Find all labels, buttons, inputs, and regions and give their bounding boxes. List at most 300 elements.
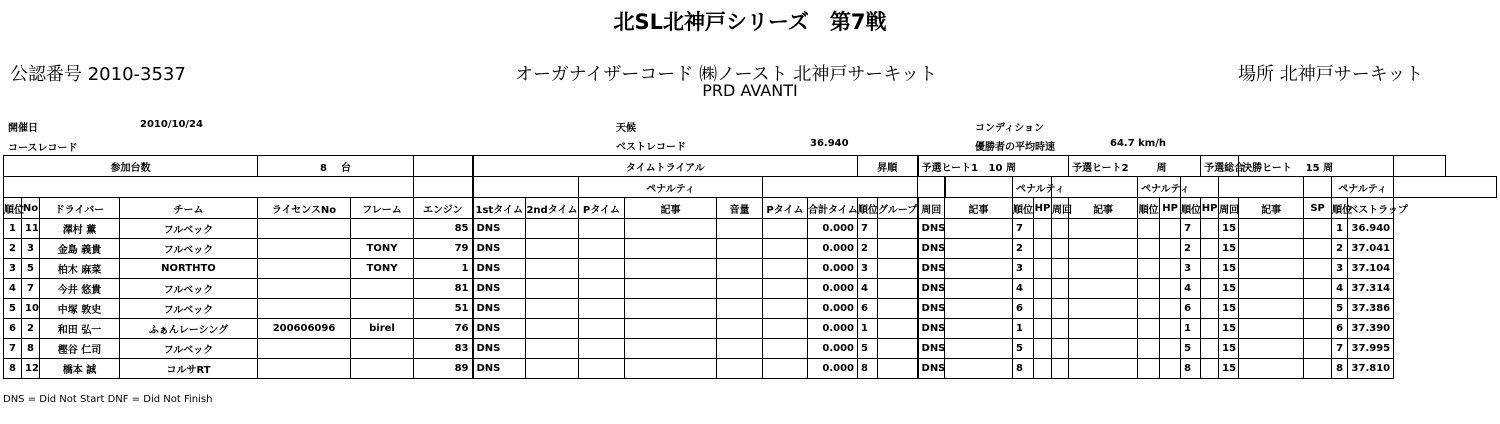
cell-first: DNS [473, 219, 526, 239]
cell-empty [878, 279, 918, 299]
cell-h1_laps: DNS [918, 219, 945, 239]
cell-empty [1201, 219, 1219, 239]
cell-empty [579, 299, 625, 319]
cell-empty [945, 259, 1013, 279]
cell-empty [763, 359, 808, 379]
cell-best: 36.940 [1348, 219, 1394, 239]
cell-h1_rank: 7 [1013, 219, 1034, 239]
cell-best: 37.810 [1348, 359, 1394, 379]
table-row [4, 339, 1497, 359]
cell-empty [1201, 359, 1219, 379]
cell-empty [763, 319, 808, 339]
cell-best: 37.386 [1348, 299, 1394, 319]
weather-label: 天候 [616, 123, 636, 134]
cell-f_rank: 3 [1332, 259, 1348, 279]
cell-driver: 金島 義貴 [40, 239, 120, 259]
cell-empty [579, 219, 625, 239]
column-header: 順位 [1181, 198, 1201, 219]
cell-tt_rank: 8 [858, 359, 878, 379]
cell-tt_rank: 5 [858, 339, 878, 359]
cell-qt_rank: 6 [1181, 299, 1201, 319]
cell-pos: 1 [4, 219, 22, 239]
table-row [4, 279, 1497, 299]
cell-f_rank: 4 [1332, 279, 1348, 299]
cell-total: 0.000 [808, 239, 858, 259]
cell-f_rank: 1 [1332, 219, 1348, 239]
cell-driver: 和田 弘一 [40, 319, 120, 339]
cell-empty [1138, 259, 1160, 279]
cell-empty [1069, 239, 1138, 259]
column-header: 記事 [1069, 198, 1138, 219]
cell-empty [945, 219, 1013, 239]
cell-pos: 3 [4, 259, 22, 279]
cell-empty [1138, 219, 1160, 239]
cell-empty [579, 279, 625, 299]
cell-empty [717, 359, 763, 379]
cell-no: 2 [22, 319, 40, 339]
cell-qt_rank: 5 [1181, 339, 1201, 359]
organizer-subtitle: PRD AVANTI [702, 81, 798, 100]
cell-license [258, 339, 351, 359]
cell-f_laps: 15 [1219, 279, 1239, 299]
cell-license [258, 259, 351, 279]
cell-total: 0.000 [808, 219, 858, 239]
cell-pos: 8 [4, 359, 22, 379]
cell-total: 0.000 [808, 319, 858, 339]
cell-f_laps: 15 [1219, 339, 1239, 359]
cell-total: 0.000 [808, 359, 858, 379]
cell-empty [1052, 339, 1069, 359]
cell-no: 3 [22, 239, 40, 259]
cell-empty [945, 239, 1013, 259]
cell-empty [1034, 319, 1052, 339]
cell-empty [878, 339, 918, 359]
venue: 場所 北神戸サーキット [1238, 64, 1424, 85]
cell-team: フルベック [120, 239, 258, 259]
column-header: グループ [878, 198, 918, 219]
results-body [4, 219, 1497, 379]
column-header: 順位 [1138, 198, 1160, 219]
cell-frame: TONY [351, 239, 414, 259]
cell-h1_laps: DNS [918, 319, 945, 339]
permit-number: 公認番号 2010-3537 [10, 64, 186, 85]
cell-f_rank: 7 [1332, 339, 1348, 359]
cell-f_laps: 15 [1219, 319, 1239, 339]
cell-qt_rank: 1 [1181, 319, 1201, 339]
cell-empty [1069, 299, 1138, 319]
cell-best: 37.104 [1348, 259, 1394, 279]
cell-empty [1052, 219, 1069, 239]
cell-team: コルサRT [120, 359, 258, 379]
cell-empty [1239, 219, 1304, 239]
date-value: 2010/10/24 [140, 119, 203, 130]
cell-h1_laps: DNS [918, 359, 945, 379]
cell-f_rank: 5 [1332, 299, 1348, 319]
column-header: 周回 [918, 198, 945, 219]
cell-empty [1304, 299, 1332, 319]
cell-empty [1069, 279, 1138, 299]
cell-empty [526, 259, 579, 279]
cell-empty [625, 339, 717, 359]
cell-empty [1239, 259, 1304, 279]
cell-pos: 4 [4, 279, 22, 299]
cell-empty [1069, 259, 1138, 279]
cell-empty [1239, 279, 1304, 299]
column-header-row [4, 198, 1497, 219]
cell-first: DNS [473, 319, 526, 339]
organizer-code: オーガナイザーコード ㈱ノースト 北神戸サーキット [515, 64, 938, 85]
condition-label: コンディション [975, 123, 1044, 134]
cell-no: 8 [22, 339, 40, 359]
cell-team: フルベック [120, 279, 258, 299]
cell-empty [1138, 319, 1160, 339]
cell-empty [763, 219, 808, 239]
cell-empty [625, 299, 717, 319]
cell-h1_laps: DNS [918, 239, 945, 259]
cell-empty [717, 239, 763, 259]
cell-f_laps: 15 [1219, 299, 1239, 319]
cell-empty [1304, 259, 1332, 279]
cell-license: 200606096 [258, 319, 351, 339]
final-header: 決勝ヒート 15 周 [1239, 156, 1394, 177]
cell-pos: 6 [4, 319, 22, 339]
column-header: 1stタイム [473, 198, 526, 219]
cell-team: フルベック [120, 339, 258, 359]
cell-driver: 樫谷 仁司 [40, 339, 120, 359]
cell-qt_rank: 3 [1181, 259, 1201, 279]
column-header: チーム [120, 198, 258, 219]
cell-h1_rank: 5 [1013, 339, 1034, 359]
header-row-1 [4, 156, 1497, 177]
cell-empty [526, 319, 579, 339]
cell-total: 0.000 [808, 299, 858, 319]
cell-frame: TONY [351, 259, 414, 279]
cell-first: DNS [473, 299, 526, 319]
cell-frame [351, 359, 414, 379]
cell-empty [763, 239, 808, 259]
cell-license [258, 219, 351, 239]
cell-empty [1304, 219, 1332, 239]
cell-first: DNS [473, 339, 526, 359]
cell-tt_rank: 4 [858, 279, 878, 299]
column-header: Pタイム [763, 198, 808, 219]
column-header: 合計タイム [808, 198, 858, 219]
cell-empty [625, 219, 717, 239]
cell-tt_rank: 3 [858, 259, 878, 279]
column-header: エンジン [414, 198, 473, 219]
column-header: ドライバー [40, 198, 120, 219]
cell-empty [763, 279, 808, 299]
cell-empty [717, 219, 763, 239]
cell-empty [1069, 339, 1138, 359]
cell-f_rank: 2 [1332, 239, 1348, 259]
cell-tt_rank: 7 [858, 219, 878, 239]
cell-empty [763, 259, 808, 279]
cell-empty [1239, 299, 1304, 319]
date-label: 開催日 [8, 123, 38, 134]
cell-qt_rank: 4 [1181, 279, 1201, 299]
cell-empty [625, 359, 717, 379]
cell-h1_rank: 4 [1013, 279, 1034, 299]
cell-driver: 橋本 誠 [40, 359, 120, 379]
cell-pos: 5 [4, 299, 22, 319]
cell-engine: 79 [414, 239, 473, 259]
cell-empty [579, 259, 625, 279]
heat2-header: 予選ヒート2 周 [1069, 156, 1201, 177]
cell-total: 0.000 [808, 259, 858, 279]
cell-empty [1052, 239, 1069, 259]
column-header: 2ndタイム [526, 198, 579, 219]
cell-empty [1201, 259, 1219, 279]
cell-best: 37.995 [1348, 339, 1394, 359]
cell-empty [1239, 359, 1304, 379]
cell-f_laps: 15 [1219, 359, 1239, 379]
cell-empty [1034, 259, 1052, 279]
final-penalty-header: ペナルティ [1332, 177, 1394, 198]
cell-no: 11 [22, 219, 40, 239]
cell-empty [1069, 319, 1138, 339]
cell-empty [1138, 299, 1160, 319]
cell-empty [579, 359, 625, 379]
cell-empty [1034, 359, 1052, 379]
promotion-header: 昇順 [858, 156, 918, 177]
column-header: HP [1034, 198, 1052, 219]
cell-empty [526, 279, 579, 299]
table-row [4, 319, 1497, 339]
cell-empty [717, 299, 763, 319]
cell-tt_rank: 2 [858, 239, 878, 259]
cell-empty [1201, 319, 1219, 339]
table-row [4, 219, 1497, 239]
cell-best: 37.041 [1348, 239, 1394, 259]
column-header: 順位 [1013, 198, 1034, 219]
cell-f_laps: 15 [1219, 239, 1239, 259]
cell-empty [1069, 359, 1138, 379]
cell-empty [1201, 339, 1219, 359]
cell-tt_rank: 6 [858, 299, 878, 319]
heat1-penalty-header: ペナルティ [1013, 177, 1052, 198]
cell-h1_laps: DNS [918, 279, 945, 299]
cell-empty [1304, 359, 1332, 379]
cell-h1_rank: 1 [1013, 319, 1034, 339]
cell-empty [526, 339, 579, 359]
column-header: ライセンスNo [258, 198, 351, 219]
cell-license [258, 359, 351, 379]
cell-empty [878, 219, 918, 239]
cell-first: DNS [473, 279, 526, 299]
cell-team: フルベック [120, 219, 258, 239]
cell-h1_rank: 2 [1013, 239, 1034, 259]
cell-empty [1304, 279, 1332, 299]
cell-f_laps: 15 [1219, 219, 1239, 239]
cell-empty [579, 319, 625, 339]
cell-pos: 7 [4, 339, 22, 359]
column-header: Pタイム [579, 198, 625, 219]
column-header: 記事 [625, 198, 717, 219]
cell-empty [625, 239, 717, 259]
cell-empty [1239, 339, 1304, 359]
cell-empty [1201, 299, 1219, 319]
cell-empty [945, 359, 1013, 379]
cell-no: 7 [22, 279, 40, 299]
cell-empty [1201, 279, 1219, 299]
cell-f_rank: 8 [1332, 359, 1348, 379]
cell-first: DNS [473, 239, 526, 259]
cell-team: フルベック [120, 299, 258, 319]
cell-total: 0.000 [808, 339, 858, 359]
column-header: HP [1201, 198, 1219, 219]
cell-empty [1052, 359, 1069, 379]
column-header: 音量 [717, 198, 763, 219]
cell-no: 5 [22, 259, 40, 279]
cell-driver: 澤村 薫 [40, 219, 120, 239]
cell-h1_laps: DNS [918, 339, 945, 359]
cell-empty [1052, 279, 1069, 299]
cell-empty [1034, 339, 1052, 359]
cell-license [258, 279, 351, 299]
cell-driver: 中塚 敦史 [40, 299, 120, 319]
column-header: SP [1304, 198, 1332, 219]
cell-h1_laps: DNS [918, 299, 945, 319]
cell-empty [526, 359, 579, 379]
column-header: HP [1160, 198, 1181, 219]
cell-driver: 柏木 麻菜 [40, 259, 120, 279]
cell-engine: 89 [414, 359, 473, 379]
cell-engine: 51 [414, 299, 473, 319]
cell-empty [945, 299, 1013, 319]
cell-empty [945, 319, 1013, 339]
cell-total: 0.000 [808, 279, 858, 299]
column-header: 周回 [1052, 198, 1069, 219]
cell-empty [625, 259, 717, 279]
time-trial-header: タイムトライアル [473, 156, 858, 177]
cell-f_laps: 15 [1219, 259, 1239, 279]
cell-qt_rank: 2 [1181, 239, 1201, 259]
cell-empty [1034, 279, 1052, 299]
cell-team: NORTHTO [120, 259, 258, 279]
cell-no: 10 [22, 299, 40, 319]
heat1-header: 予選ヒート1 10 周 [918, 156, 1069, 177]
header-row-2 [4, 177, 1497, 198]
cell-empty [1160, 299, 1181, 319]
cell-empty [1201, 239, 1219, 259]
qual-total-header: 予選総合 [1201, 156, 1239, 177]
cell-empty [878, 319, 918, 339]
table-row [4, 259, 1497, 279]
cell-empty [1239, 239, 1304, 259]
cell-empty [717, 279, 763, 299]
cell-qt_rank: 8 [1181, 359, 1201, 379]
cell-empty [878, 299, 918, 319]
cell-empty [717, 259, 763, 279]
cell-empty [1160, 359, 1181, 379]
page-title: 北SL北神戸シリーズ 第7戦 [613, 10, 887, 34]
cell-empty [1138, 339, 1160, 359]
cell-team: ふぁんレーシング [120, 319, 258, 339]
table-row [4, 239, 1497, 259]
cell-empty [1034, 299, 1052, 319]
cell-license [258, 299, 351, 319]
results-table [3, 155, 1497, 379]
cell-empty [526, 239, 579, 259]
cell-empty [579, 339, 625, 359]
cell-empty [1160, 319, 1181, 339]
cell-empty [1239, 319, 1304, 339]
cell-first: DNS [473, 259, 526, 279]
cell-empty [1160, 219, 1181, 239]
cell-empty [763, 339, 808, 359]
cell-qt_rank: 7 [1181, 219, 1201, 239]
cell-empty [1160, 259, 1181, 279]
cell-no: 12 [22, 359, 40, 379]
cell-empty [1138, 359, 1160, 379]
cell-f_rank: 6 [1332, 319, 1348, 339]
cell-frame [351, 279, 414, 299]
cell-empty [945, 279, 1013, 299]
cell-engine: 1 [414, 259, 473, 279]
cell-first: DNS [473, 359, 526, 379]
cell-empty [625, 279, 717, 299]
column-header: 記事 [1239, 198, 1304, 219]
cell-empty [1304, 319, 1332, 339]
column-header: 順位 [858, 198, 878, 219]
cell-empty [579, 239, 625, 259]
cell-empty [1052, 319, 1069, 339]
cell-empty [526, 219, 579, 239]
heat2-penalty-header: ペナルティ [1138, 177, 1181, 198]
cell-empty [1034, 239, 1052, 259]
winner-avg-value: 64.7 km/h [1110, 138, 1166, 149]
cell-empty [1138, 239, 1160, 259]
cell-empty [717, 319, 763, 339]
footer-legend: DNS = Did Not Start DNF = Did Not Finish [3, 394, 213, 405]
course-record-label: コースレコード [8, 143, 78, 154]
entries-label: 参加台数 [4, 156, 258, 177]
cell-engine: 85 [414, 219, 473, 239]
tt-penalty-header: ペナルティ [579, 177, 763, 198]
cell-empty [1304, 339, 1332, 359]
cell-empty [1160, 279, 1181, 299]
cell-empty [878, 239, 918, 259]
cell-empty [1304, 239, 1332, 259]
cell-empty [526, 299, 579, 319]
table-row [4, 359, 1497, 379]
cell-frame [351, 299, 414, 319]
column-header: フレーム [351, 198, 414, 219]
cell-empty [625, 319, 717, 339]
cell-empty [763, 299, 808, 319]
cell-frame [351, 339, 414, 359]
cell-empty [945, 339, 1013, 359]
column-header: No [22, 198, 40, 219]
table-row [4, 299, 1497, 319]
cell-best: 37.390 [1348, 319, 1394, 339]
cell-engine: 76 [414, 319, 473, 339]
cell-empty [1034, 219, 1052, 239]
cell-frame: birel [351, 319, 414, 339]
column-header: 順位 [4, 198, 22, 219]
column-header: 周回 [1219, 198, 1239, 219]
cell-empty [1138, 279, 1160, 299]
best-record-label: ベストレコード [616, 142, 686, 153]
cell-h1_rank: 8 [1013, 359, 1034, 379]
cell-h1_rank: 6 [1013, 299, 1034, 319]
cell-empty [878, 259, 918, 279]
cell-empty [878, 359, 918, 379]
cell-license [258, 239, 351, 259]
cell-empty [1069, 219, 1138, 239]
cell-empty [717, 339, 763, 359]
